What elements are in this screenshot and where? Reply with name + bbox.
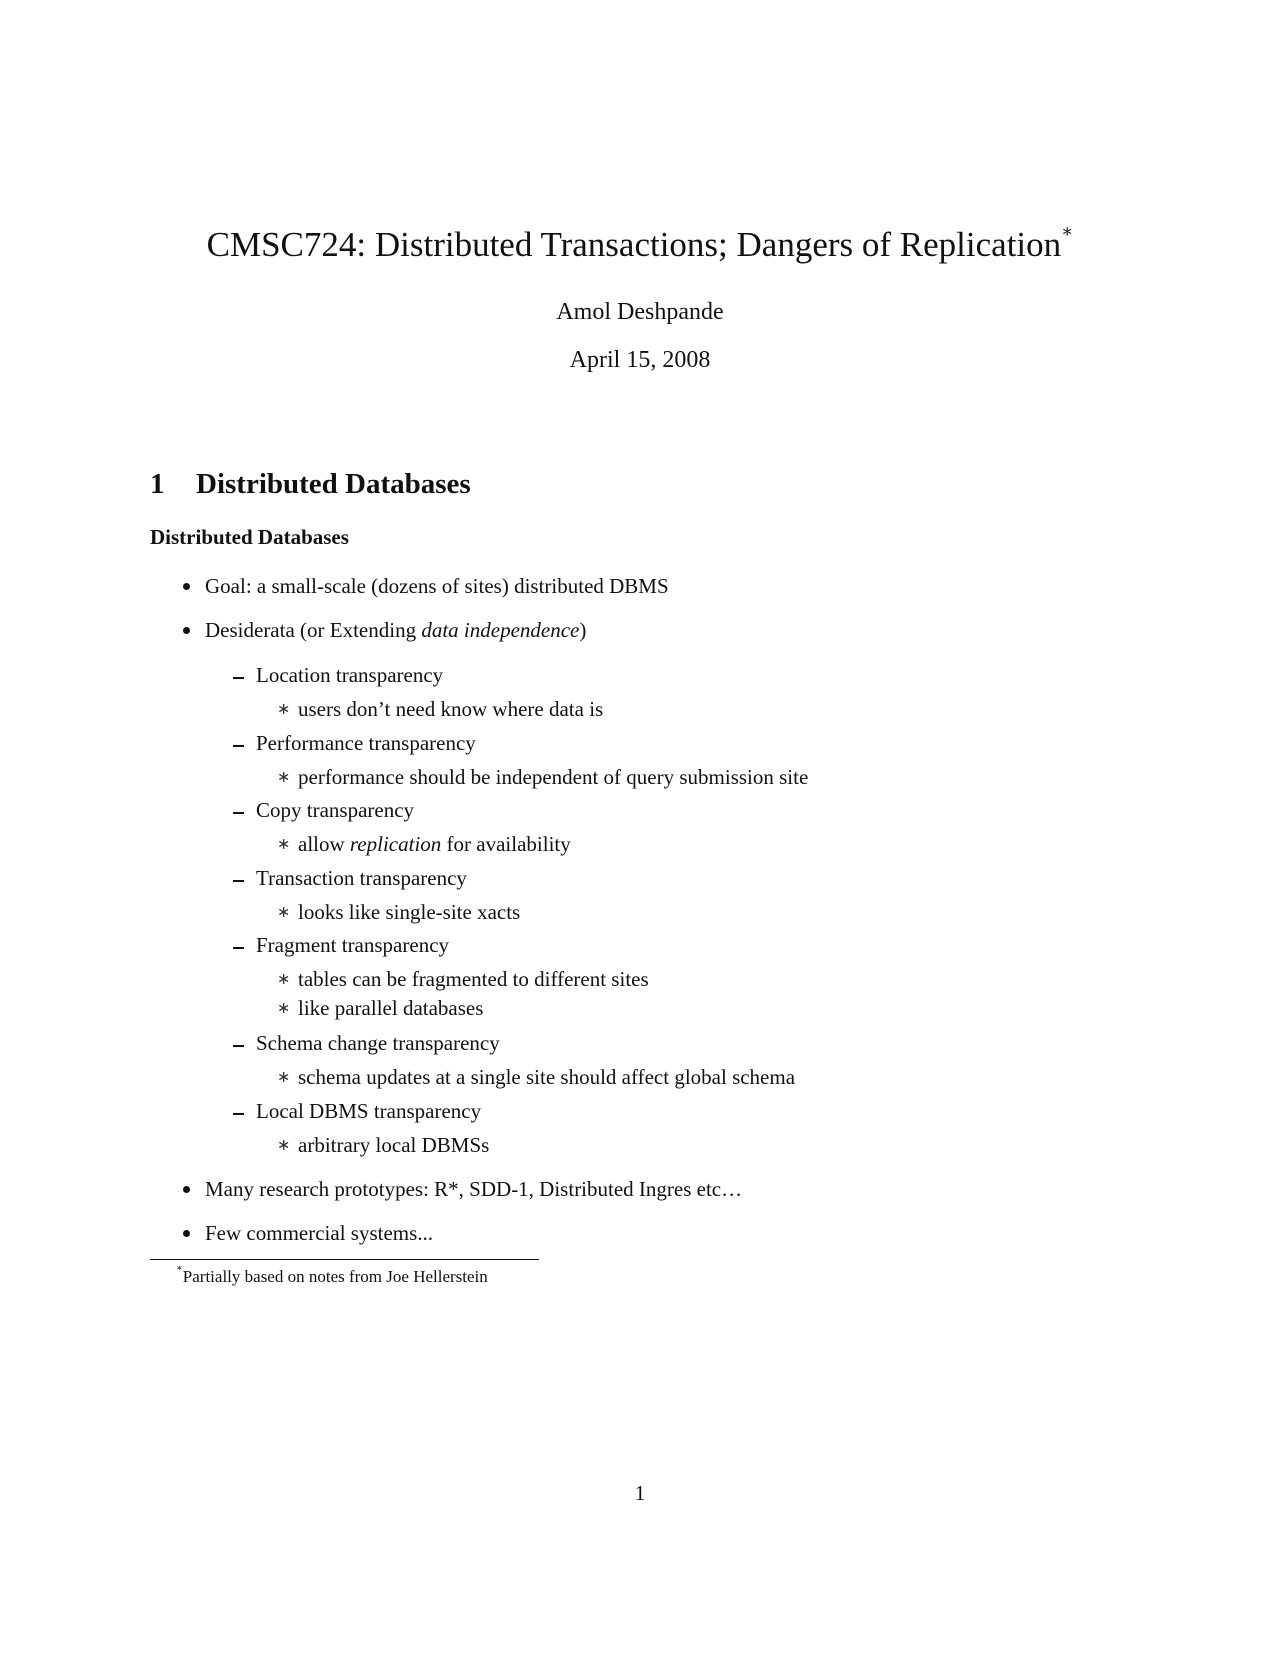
document-title xyxy=(0,223,1280,267)
asterisk-bullet-icon: ∗ xyxy=(277,902,291,921)
title-footnote-mark: ∗ xyxy=(1061,221,1074,242)
asterisk-bullet-icon: ∗ xyxy=(277,1135,291,1154)
footnote xyxy=(176,1263,488,1288)
paragraph-heading: Distributed Databases xyxy=(150,525,349,549)
desiderata-performance: Performance transparency xyxy=(256,731,476,755)
date: April 15, 2008 xyxy=(569,347,711,373)
desiderata-suffix: ) xyxy=(579,618,587,642)
section-number: 1 xyxy=(150,468,165,500)
transaction-detail: looks like single-site xacts xyxy=(298,900,521,924)
dash-icon xyxy=(233,880,244,882)
desiderata-copy: Copy transparency xyxy=(256,798,415,822)
bullet-goal: Goal: a small-scale (dozens of sites) distributed DBMS xyxy=(205,574,669,598)
copy-detail-emphasis: replication xyxy=(349,832,442,856)
asterisk-bullet-icon: ∗ xyxy=(277,969,291,988)
desiderata-transaction: Transaction transparency xyxy=(256,866,467,890)
dash-icon xyxy=(233,1113,244,1115)
desiderata-emphasis: data independence xyxy=(421,618,580,642)
desiderata-location: Location transparency xyxy=(256,663,444,687)
copy-detail-suffix: for availability xyxy=(441,832,571,856)
bullet-dot-icon xyxy=(183,1186,190,1193)
local-detail: arbitrary local DBMSs xyxy=(298,1133,490,1157)
dash-icon xyxy=(233,947,244,949)
desiderata-prefix: Desiderata (or Extending xyxy=(205,618,422,642)
location-detail: users don’t need know where data is xyxy=(298,697,604,721)
footnote-text: Partially based on notes from Joe Hellerstein xyxy=(182,1267,488,1286)
performance-detail: performance should be independent of query submission site xyxy=(298,765,809,789)
desiderata-schema: Schema change transparency xyxy=(256,1031,500,1055)
bullet-desiderata xyxy=(205,617,586,643)
dash-icon xyxy=(233,1045,244,1047)
bullet-commercial: Few commercial systems... xyxy=(205,1221,434,1245)
footnote-rule xyxy=(150,1259,539,1260)
asterisk-bullet-icon: ∗ xyxy=(277,1067,291,1086)
bullet-dot-icon xyxy=(183,627,190,634)
author: Amol Deshpande xyxy=(556,299,724,325)
dash-icon xyxy=(233,677,244,679)
asterisk-bullet-icon: ∗ xyxy=(277,834,291,853)
dash-icon xyxy=(233,812,244,814)
section-title: Distributed Databases xyxy=(196,468,471,500)
copy-detail-prefix: allow xyxy=(298,832,350,856)
fragment-detail-1: tables can be fragmented to different sites xyxy=(298,967,649,991)
section-heading xyxy=(150,466,471,502)
bullet-dot-icon xyxy=(183,583,190,590)
schema-detail: schema updates at a single site should affect global schema xyxy=(298,1065,796,1089)
asterisk-bullet-icon: ∗ xyxy=(277,767,291,786)
dash-icon xyxy=(233,745,244,747)
footnote-mark: ∗ xyxy=(176,1263,183,1275)
desiderata-local: Local DBMS transparency xyxy=(256,1099,482,1123)
asterisk-bullet-icon: ∗ xyxy=(277,998,291,1017)
bullet-prototypes: Many research prototypes: R*, SDD-1, Distributed Ingres etc… xyxy=(205,1177,743,1201)
title-text: CMSC724: Distributed Transactions; Dangers of Replication xyxy=(206,225,1062,264)
fragment-detail-2: like parallel databases xyxy=(298,996,484,1020)
bullet-dot-icon xyxy=(183,1230,190,1237)
desiderata-fragment: Fragment transparency xyxy=(256,933,450,957)
page-number: 1 xyxy=(634,1481,646,1505)
copy-detail xyxy=(298,831,571,857)
asterisk-bullet-icon: ∗ xyxy=(277,699,291,718)
